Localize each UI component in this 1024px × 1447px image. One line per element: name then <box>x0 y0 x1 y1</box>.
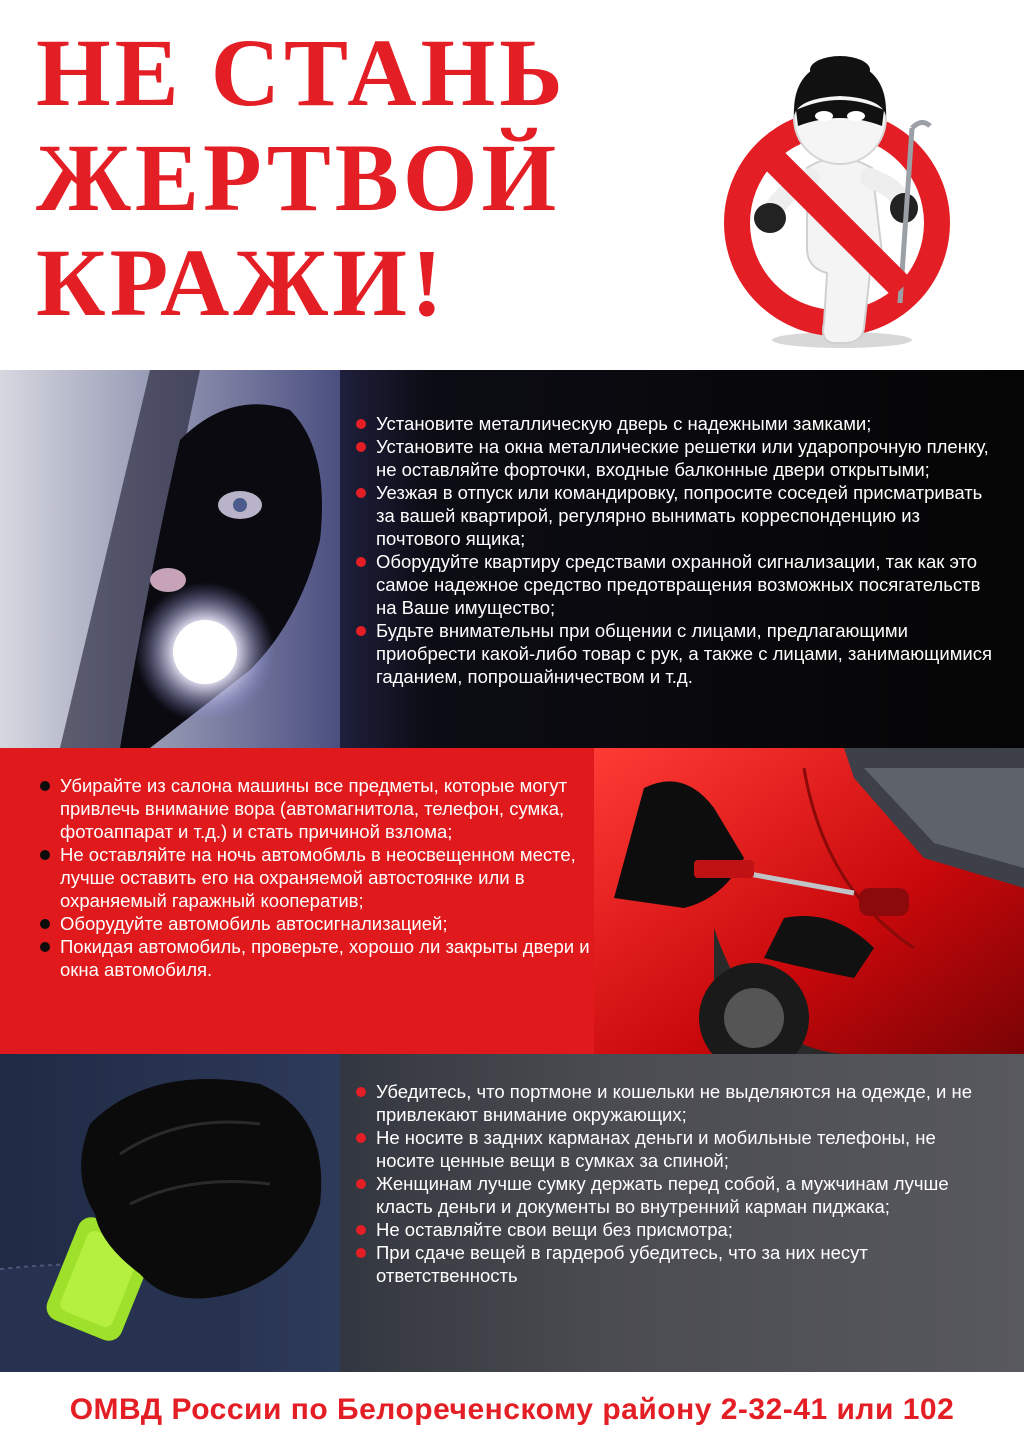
list-item: Установите металлическую дверь с надежными замками; <box>354 412 994 435</box>
bullet-icon <box>40 919 50 929</box>
list-item: Не оставляйте на ночь автомобмль в неосвещенном месте, лучше оставить его на охраняемой автостоянке или в охраняемый гаражный кооператив; <box>38 843 598 912</box>
list-item: При сдаче вещей в гардероб убедитесь, что за них несут ответственность <box>354 1241 974 1287</box>
title-line-3: КРАЖИ! <box>36 229 447 336</box>
list-item: Покидая автомобиль, проверьте, хорошо ли закрыты двери и окна автомобиля. <box>38 935 598 981</box>
list-item: Не оставляйте свои вещи без присмотра; <box>354 1218 974 1241</box>
bullet-icon <box>356 626 366 636</box>
list-item: Не носите в задних карманах деньги и мобильные телефоны, не носите ценные вещи в сумках за спиной; <box>354 1126 974 1172</box>
list-item: Уезжая в отпуск или командировку, попросите соседей присматривать за вашей квартирой, регулярно вынимать корреспонденцию из почтового ящика; <box>354 481 994 550</box>
bullet-icon <box>356 1248 366 1258</box>
bullet-icon <box>356 1133 366 1143</box>
car-safety-list <box>38 774 598 981</box>
car-safety-section <box>0 748 1024 1054</box>
list-item: Оборудуйте квартиру средствами охранной сигнализации, так как это самое надежное средство предотвращения возможных посягательств на Ваше имущество; <box>354 550 994 619</box>
bullet-icon <box>356 419 366 429</box>
bullet-icon <box>356 1225 366 1235</box>
list-item: Убедитесь, что портмоне и кошельки не выделяются на одежде, и не привлекают внимание окружающих; <box>354 1080 974 1126</box>
bullet-icon <box>356 442 366 452</box>
title-line-1: НЕ СТАНЬ <box>36 19 567 126</box>
list-item: Будьте внимательны при общении с лицами, предлагающими приобрести какой-либо товар с рук, а также с лицами, занимающимися гаданием, попрошайничеством и т.д. <box>354 619 994 688</box>
list-item: Убирайте из салона машины все предметы, которые могут привлечь внимание вора (автомагнитола, телефон, сумка, фотоаппарат и т.д.) и стать причиной взлома; <box>38 774 598 843</box>
bullet-icon <box>356 1179 366 1189</box>
car-break-in-image <box>594 748 1024 1054</box>
pickpocket-image <box>0 1054 340 1372</box>
list-item: Оборудуйте автомобиль автосигнализацией; <box>38 912 598 935</box>
police-contact-footer: ОМВД России по Белореченскому району 2-32-41 или 102 <box>69 1392 955 1426</box>
title-line-2: ЖЕРТВОЙ <box>36 124 561 231</box>
bullet-icon <box>40 781 50 791</box>
home-safety-section <box>0 370 1024 748</box>
bullet-icon <box>356 1087 366 1097</box>
poster-title <box>36 20 567 335</box>
personal-belongings-section <box>0 1054 1024 1372</box>
thief-no-sign-icon <box>712 18 972 358</box>
list-item: Установите на окна металлические решетки или ударопрочную пленку, не оставляйте форточки, входные балконные двери открытыми; <box>354 435 994 481</box>
home-safety-list <box>354 412 994 688</box>
personal-belongings-list <box>354 1080 974 1287</box>
burglar-flashlight-image <box>0 370 340 748</box>
list-item: Женщинам лучше сумку держать перед собой, а мужчинам лучше класть деньги и документы во внутренний карман пиджака; <box>354 1172 974 1218</box>
bullet-icon <box>40 850 50 860</box>
bullet-icon <box>356 557 366 567</box>
bullet-icon <box>356 488 366 498</box>
bullet-icon <box>40 942 50 952</box>
